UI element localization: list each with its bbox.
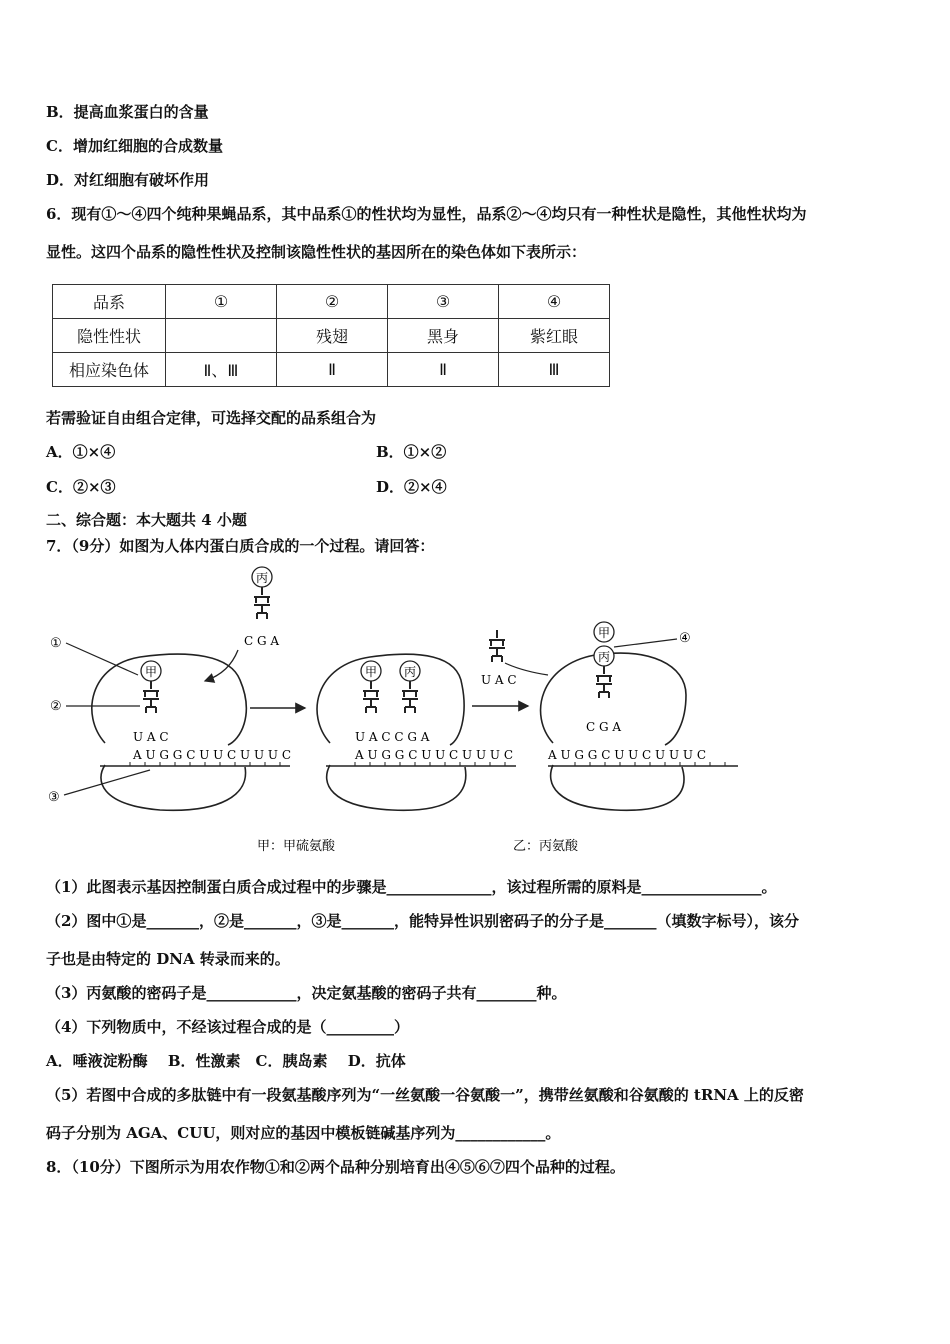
table-cell: Ⅱ — [388, 353, 499, 387]
label-3: ③ — [48, 790, 60, 805]
q6-question: 若需验证自由组合定律，可选择交配的品系组合为 — [46, 409, 377, 427]
table-cell: Ⅱ — [277, 353, 388, 387]
table-cell: 紫红眼 — [499, 319, 610, 353]
mrna-strand-1 — [100, 762, 290, 766]
q6-strain-table — [52, 284, 610, 387]
table-header: 隐性性状 — [53, 319, 166, 353]
q7-sub3: （3）丙氨酸的密码子是____________，决定氨基酸的密码子共有________种。 — [46, 984, 567, 1002]
mrna-strand-3 — [548, 762, 738, 766]
amino-acid-label: 甲 — [144, 665, 158, 679]
trna-icon — [143, 681, 159, 713]
q6-stem-line2: 显性。这四个品系的隐性性状及控制该隐性性状的基因所在的染色体如下表所示： — [46, 243, 587, 261]
table-row — [53, 285, 610, 319]
q7-sub2-line2: 子也是由特定的 DNA 转录而来的。 — [46, 950, 290, 968]
label-2: ② — [50, 699, 62, 714]
q6-option-d: D．②×④ — [376, 478, 447, 496]
mrna-sequence: A U G G C U U C U U U C — [355, 748, 514, 762]
table-cell: ④ — [499, 285, 610, 319]
table-cell: 黑身 — [388, 319, 499, 353]
anticodon-label: U A C — [481, 673, 517, 687]
q7-sub5-line1: （5）若图中合成的多肽链中有一段氨基酸序列为“一丝氨酸一谷氨酸一”，携带丝氨酸和谷氨酸的 tRNA 上的反密 — [46, 1086, 804, 1104]
table-cell: Ⅱ、Ⅲ — [166, 353, 277, 387]
q6-stem-line1: 6．现有①～④四个纯种果蝇品系，其中品系①的性状均为显性，品系②～④均只有一种性状是隐性，其他性状均为 — [46, 205, 807, 223]
mrna-strand-2 — [326, 762, 516, 766]
q5-option-c: C．增加红细胞的合成数量 — [46, 137, 223, 155]
mrna-sequence: A U G G C U U C U U U C — [133, 748, 292, 762]
amino-acid-label: 丙 — [597, 650, 611, 664]
amino-acid-label: 丙 — [403, 665, 417, 679]
q6-option-c: C．②×③ — [46, 478, 116, 496]
section-heading: 二、综合题：本大题共 4 小题 — [46, 511, 247, 529]
table-cell: 残翅 — [277, 319, 388, 353]
q8-stem: 8．（10分）下图所示为用农作物①和②两个品种分别培育出④⑤⑥⑦四个品种的过程。 — [46, 1158, 625, 1176]
ribosome-3 — [541, 622, 706, 810]
table-row — [53, 353, 610, 387]
q7-sub2-line1: （2）图中①是_______，②是_______，③是_______，能特异性识别密码子的分子是_______（填数字标号），该分 — [46, 912, 799, 930]
label-1: ① — [50, 636, 62, 651]
q7-sub4: （4）下列物质中，不经该过程合成的是（_________） — [46, 1018, 409, 1036]
q7-sub1: （1）此图表示基因控制蛋白质合成过程中的步骤是______________，该过程所需的原料是________________。 — [46, 878, 777, 896]
amino-acid-label: 甲 — [364, 665, 378, 679]
q6-option-a: A．①×④ — [46, 443, 116, 461]
anticodon-label: C G A — [244, 634, 280, 648]
amino-acid-label: 甲 — [597, 626, 611, 640]
label-4: ④ — [679, 631, 691, 646]
q5-option-b: B．提高血浆蛋白的含量 — [46, 103, 209, 121]
ribosome-1 — [92, 654, 291, 810]
legend-jia: 甲：甲硫氨酸 — [257, 839, 336, 854]
q7-sub5-line2: 码子分别为 AGA、CUU，则对应的基因中模板链碱基序列为____________。 — [46, 1124, 561, 1142]
departing-trna — [481, 630, 548, 687]
anticodon-label: U A C C G A — [355, 730, 430, 744]
table-cell — [166, 319, 277, 353]
table-cell: ③ — [388, 285, 499, 319]
q7-sub4-options: A．唾液淀粉酶 B．性激素 C．胰岛素 D．抗体 — [46, 1052, 406, 1070]
table-cell: ② — [277, 285, 388, 319]
q7-stem: 7．（9分）如图为人体内蛋白质合成的一个过程。请回答： — [46, 537, 435, 555]
anticodon-label: C G A — [586, 720, 622, 734]
table-cell: ① — [166, 285, 277, 319]
legend-yi: 乙：丙氨酸 — [513, 839, 579, 854]
table-header: 品系 — [53, 285, 166, 319]
anticodon-label: U A C — [133, 730, 169, 744]
q6-option-b: B．①×② — [376, 443, 447, 461]
mrna-sequence: A U G G C U U C U U U C — [548, 748, 707, 762]
table-row — [53, 319, 610, 353]
q5-option-d: D．对红细胞有破坏作用 — [46, 171, 210, 189]
translation-diagram — [0, 555, 950, 860]
table-cell: Ⅲ — [499, 353, 610, 387]
incoming-trna — [205, 567, 279, 681]
amino-acid-label: 丙 — [255, 571, 269, 585]
table-header: 相应染色体 — [53, 353, 166, 387]
